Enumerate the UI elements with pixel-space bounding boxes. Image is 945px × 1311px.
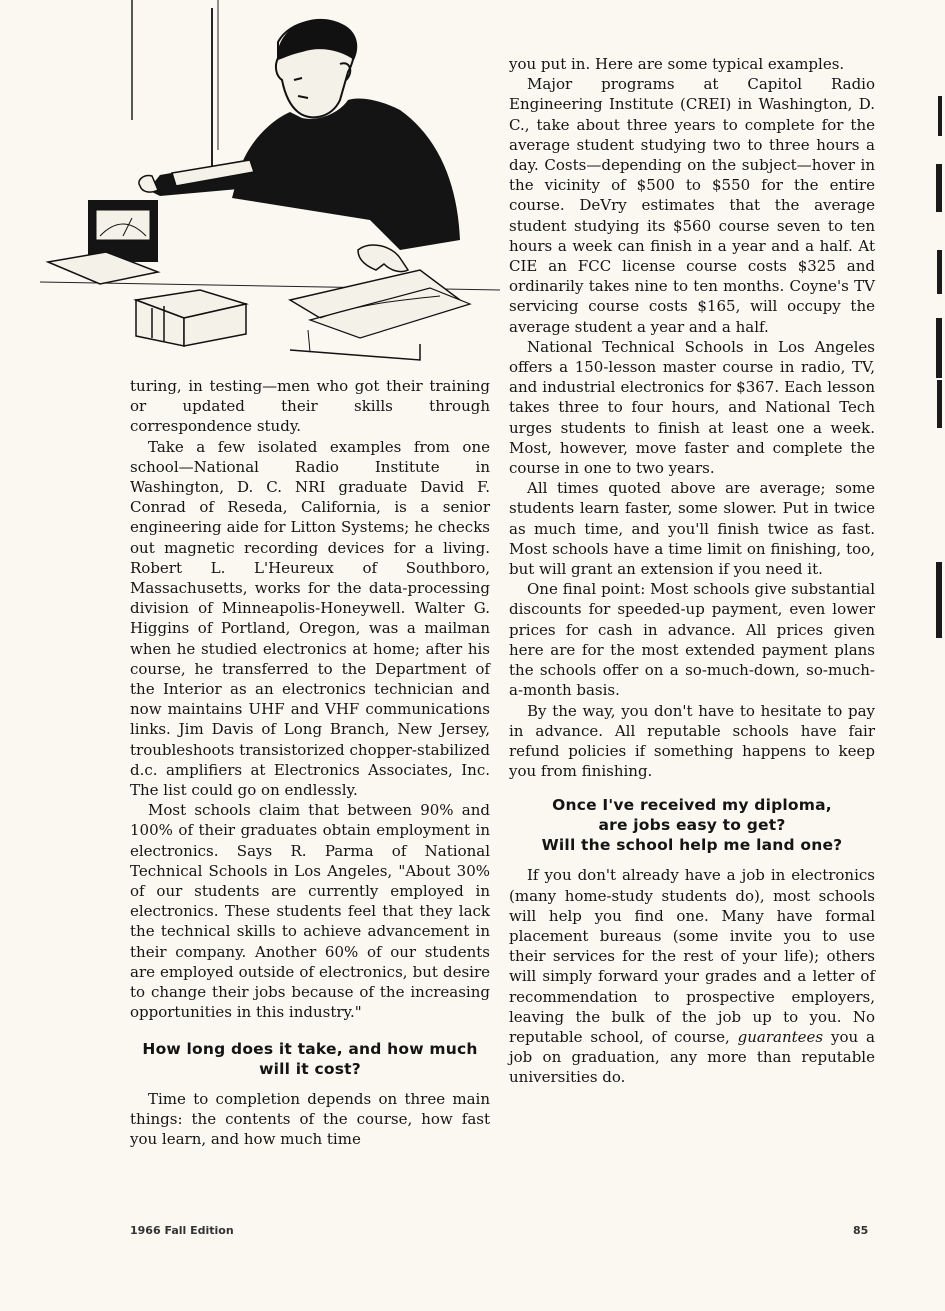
body-paragraph [509, 865, 875, 1087]
right-column [509, 54, 875, 1088]
body-paragraph: By the way, you don't have to hesitate to pay in advance. All reputable schools have fair refund policies if something happens to keep you from finishing. [509, 701, 875, 781]
body-paragraph: Take a few isolated examples from one school—National Radio Institute in Washington, D. C. NRI graduate David F. Conrad of Reseda, California, is a senior engineering aide for Litton Systems; he checks out magnetic recording devices for a living. Robert L. L'Heureux of Southboro, Massachusetts, works for the data-processing division of Minneapolis-Honeywell. Walter G. Higgins of Portland, Oregon, was a mailman when he studied electronics at home; after his course, he transferred to the Department of the Interior as an electronics technician and now maintains UHF and VHF communications links. Jim Davis of Long Branch, New Jersey, troubleshoots transistorized chopper-stabilized d.c. amplifiers at Electronics Associates, Inc. The list could go on endlessly. [130, 437, 490, 800]
student-illustration [40, 0, 500, 370]
heading-line: are jobs easy to get? [598, 816, 786, 835]
footer-edition: 1966 Fall Edition [130, 1224, 234, 1237]
text-run: If you don't already have a job in electronics (many home-study students do), most schools will help you find one. Many have formal placement bureaus (some invite you to use their services for the rest of your life); others will simply forward your grades and a letter of recommendation to prospective employers, leaving the bulk of the job up to you. No reputable school, of course, [509, 866, 875, 1046]
body-paragraph: turing, in testing—men who got their training or updated their skills through correspondence study. [130, 377, 490, 436]
scan-mark [937, 250, 942, 294]
body-paragraph: All times quoted above are average; some students learn faster, some slower. Put in twice as much time, and you'll finish twice as fast. Most schools have a time limit on finishing, too, but will grant an extension if you need it. [509, 479, 875, 579]
heading-line: Will the school help me land one? [541, 836, 843, 855]
body-paragraph: Most schools claim that between 90% and 100% of their graduates obtain employment in electronics. Says R. Parma of National Technical Schools in Los Angeles, "About 30% of our students are currently employed in electronics. These students feel that they lack the technical skills to achieve advancement in their company. Another 60% of our students are employed outside of electronics, but desire to change their jobs because of the increasing opportunities in this industry." [130, 801, 490, 1022]
section-heading-duration-cost: How long does it take, and how much will it cost? [142, 1039, 478, 1078]
emphasis-text: guarantees [737, 1027, 824, 1046]
body-paragraph: you put in. Here are some typical examples. [509, 55, 845, 73]
body-paragraph: National Technical Schools in Los Angeles offers a 150-lesson master course in radio, TV, and industrial electronics for $367. Each lesson takes three to four hours, and National Tech urges students to finish at least one a week. Most, however, move faster and complete the course in one to two years. [509, 337, 875, 478]
body-paragraph: Major programs at Capitol Radio Engineering Institute (CREI) in Washington, D. C., take about three years to complete for the average student studying two to three hours a day. Costs—depending on the subject—hover in the vicinity of $500 to $550 for the entire course. DeVry estimates that the average student studying its $560 course seven to ten hours a week can finish in a year and a half. At CIE an FCC license course costs $325 and ordinarily takes nine to ten months. Coyne's TV servicing course costs $165, will occupy the average student a year and a half. [509, 75, 875, 336]
body-paragraph: Time to completion depends on three main things: the contents of the course, how fast you learn, and how much time [130, 1089, 490, 1148]
scan-mark [937, 380, 942, 428]
scan-mark [938, 96, 942, 136]
scan-mark [936, 164, 942, 212]
body-paragraph: One final point: Most schools give substantial discounts for speeded-up payment, even lower prices for cash in advance. All prices given here are for the most extended payment plans the schools offer on a so-much-down, so-much-a-month basis. [509, 580, 875, 700]
left-column [130, 376, 490, 1149]
scan-mark [936, 562, 942, 638]
text-run: you a job on graduation, any more than reputable universities do. [509, 1027, 875, 1087]
page-number: 85 [853, 1224, 869, 1237]
heading-line: Once I've received my diploma, [552, 796, 832, 815]
scan-mark [936, 318, 942, 378]
section-heading-jobs [509, 795, 875, 855]
